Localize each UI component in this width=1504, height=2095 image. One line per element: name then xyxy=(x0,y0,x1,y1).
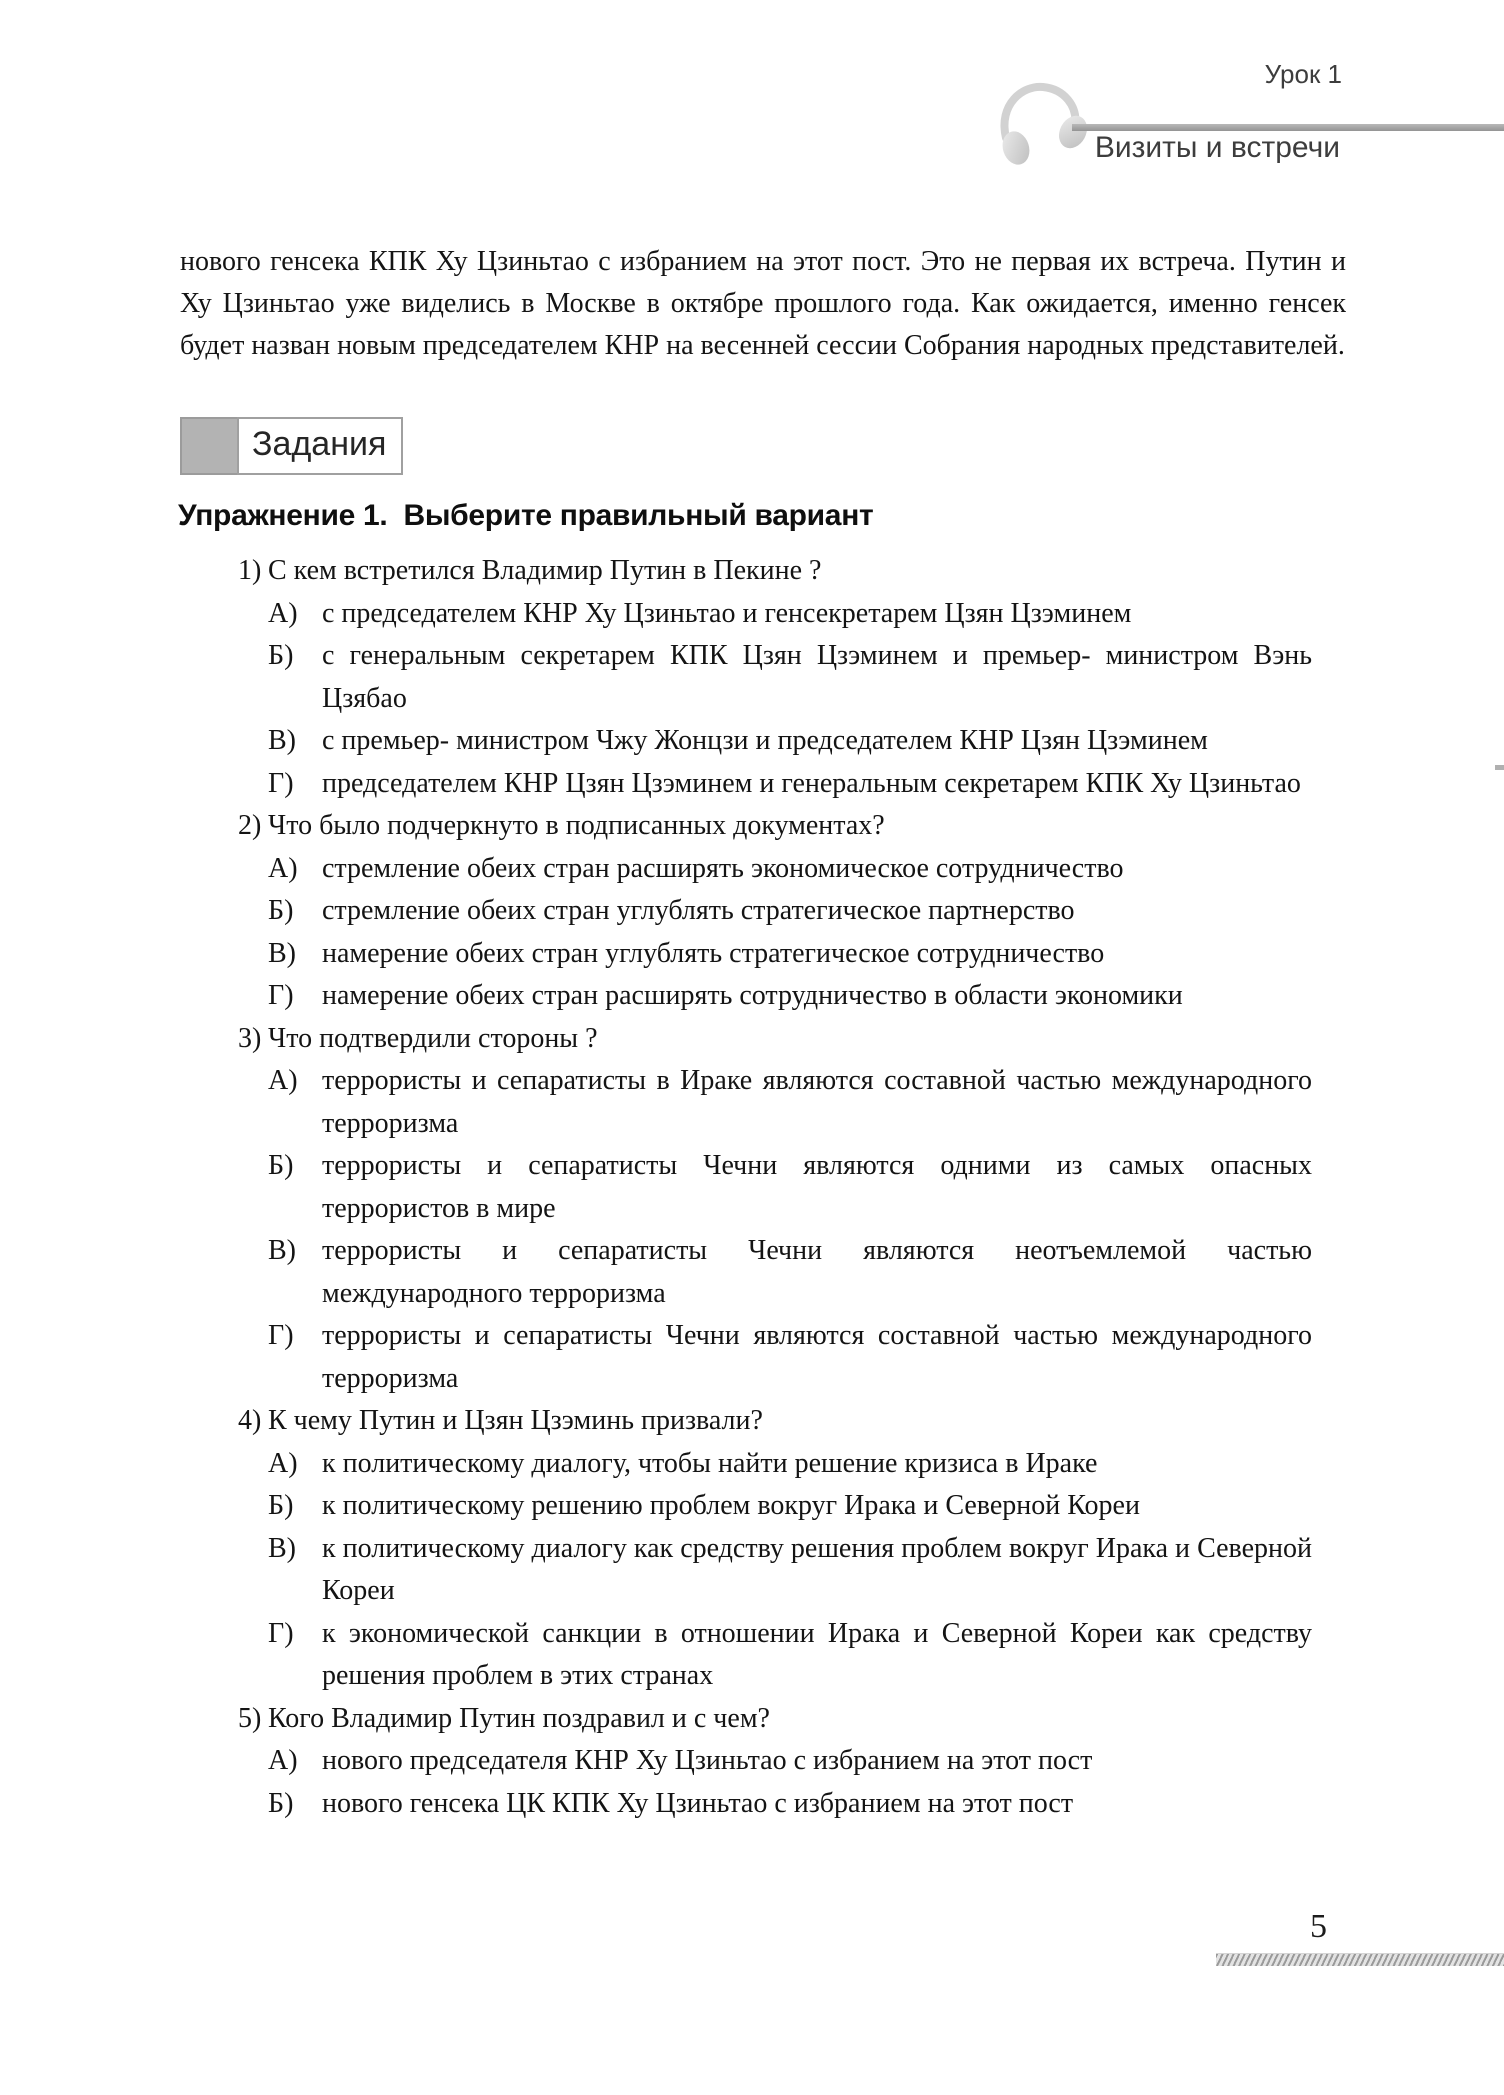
option-text: террористы и сепаратисты Чечни являются неотъемлемой частью международного терроризма xyxy=(322,1235,1312,1309)
option-text: террористы и сепаратисты в Ираке являются составной частью международного терроризма xyxy=(322,1065,1312,1139)
question-text: Что было подчеркнуто в подписанных документах? xyxy=(268,810,885,841)
option-letter: Б) xyxy=(268,1490,294,1521)
exercise-title: Упражнение 1. Выберите правильный вариант xyxy=(178,499,874,532)
option-letter: Б) xyxy=(268,1150,294,1181)
answer-option xyxy=(268,933,1312,976)
answer-option xyxy=(268,1230,1312,1315)
option-letter: В) xyxy=(268,1235,296,1266)
option-letter: Б) xyxy=(268,895,294,926)
answer-option xyxy=(268,1613,1312,1698)
answer-option xyxy=(268,1783,1312,1826)
option-text: к политическому диалогу как средству решения проблем вокруг Ирака и Северной Кореи xyxy=(322,1532,1312,1606)
question-block xyxy=(238,1018,1312,1401)
options-list xyxy=(238,593,1312,806)
answer-option xyxy=(268,635,1312,720)
question-number: 2) xyxy=(238,810,262,841)
section-label: Задания xyxy=(237,417,403,475)
answer-option xyxy=(268,1528,1312,1613)
footer-rule xyxy=(1216,1953,1504,1966)
intro-paragraph: нового генсека КПК Ху Цзиньтао с избранием на этот пост. Это не первая их встреча. Путин и Ху Цзиньтао уже виделись в Москве в октябре прошлого года. Как ожидается, именно генсек будет назван новым председателем КНР на весенней сессии Собрания народных представителей. xyxy=(180,246,1346,361)
option-text: стремление обеих стран углублять стратегическое партнерство xyxy=(322,895,1075,926)
question-block xyxy=(238,1698,1312,1826)
question-number: 1) xyxy=(238,555,262,586)
option-letter: Г) xyxy=(268,1320,294,1351)
option-text: к политическому диалогу, чтобы найти решение кризиса в Ираке xyxy=(322,1447,1098,1479)
answer-option xyxy=(268,1443,1312,1486)
option-text: с председателем КНР Ху Цзиньтао и генсекретарем Цзян Цзэминем xyxy=(322,597,1132,629)
option-letter: Г) xyxy=(268,767,294,799)
question-text: Что подтвердили стороны ? xyxy=(268,1022,598,1054)
question-block xyxy=(238,1400,1312,1698)
option-text: нового председателя КНР Ху Цзиньтао с избранием на этот пост xyxy=(322,1745,1093,1776)
option-text: намерение обеих стран расширять сотрудничество в области экономики xyxy=(322,980,1183,1011)
question-text: К чему Путин и Цзян Цзэминь призвали? xyxy=(268,1405,763,1436)
option-letter: А) xyxy=(268,1065,298,1096)
option-letter: А) xyxy=(268,852,298,884)
answer-option xyxy=(268,1145,1312,1230)
question-text: Кого Владимир Путин поздравил и с чем? xyxy=(268,1702,770,1734)
page-number: 5 xyxy=(1310,1908,1327,1945)
option-text: террористы и сепаратисты Чечни являются составной частью международного терроризма xyxy=(322,1320,1312,1394)
options-list xyxy=(238,1740,1312,1825)
option-text: нового генсека ЦК КПК Ху Цзиньтао с избранием на этот пост xyxy=(322,1787,1074,1819)
answer-option xyxy=(268,890,1312,933)
question-text: С кем встретился Владимир Путин в Пекине ? xyxy=(268,555,822,586)
question-number: 4) xyxy=(238,1405,262,1436)
option-text: с премьер- министром Чжу Жонцзи и председателем КНР Цзян Цзэминем xyxy=(322,725,1208,756)
answer-option xyxy=(268,1315,1312,1400)
options-list xyxy=(238,1443,1312,1698)
questions-list xyxy=(238,550,1312,1825)
lesson-label: Урок 1 xyxy=(1264,59,1342,89)
option-letter: А) xyxy=(268,1447,298,1479)
option-letter: В) xyxy=(268,725,296,756)
edge-mark xyxy=(1495,765,1504,770)
answer-option xyxy=(268,1060,1312,1145)
page-title: Визиты и встречи xyxy=(1094,131,1340,164)
option-text: председателем КНР Цзян Цзэминем и генеральным секретарем КПК Ху Цзиньтао xyxy=(322,767,1301,799)
section-tab-square xyxy=(180,417,237,475)
question-number: 3) xyxy=(238,1022,262,1054)
option-letter: А) xyxy=(268,1745,298,1776)
answer-option xyxy=(268,848,1312,891)
answer-option xyxy=(268,593,1312,636)
answer-option xyxy=(268,975,1312,1018)
answer-option xyxy=(268,1485,1312,1528)
option-letter: Б) xyxy=(268,1787,294,1819)
question-block xyxy=(238,805,1312,1018)
answer-option xyxy=(268,720,1312,763)
option-text: к политическому решению проблем вокруг Ирака и Северной Кореи xyxy=(322,1490,1140,1521)
option-text: к экономической санкции в отношении Ирака и Северной Кореи как средству решения проблем в этих странах xyxy=(322,1617,1312,1691)
option-letter: В) xyxy=(268,937,296,969)
option-text: намерение обеих стран углублять стратегическое сотрудничество xyxy=(322,937,1105,969)
option-letter: Г) xyxy=(268,980,294,1011)
answer-option xyxy=(268,763,1312,806)
option-text: с генеральным секретарем КПК Цзян Цзэминем и премьер- министром Вэнь Цзябао xyxy=(322,640,1312,714)
option-text: стремление обеих стран расширять экономическое сотрудничество xyxy=(322,852,1124,884)
section-tab xyxy=(180,417,403,475)
question-number: 5) xyxy=(238,1702,262,1734)
option-letter: Г) xyxy=(268,1617,294,1649)
question-block xyxy=(238,550,1312,805)
option-letter: А) xyxy=(268,597,298,629)
header-rule xyxy=(1072,124,1504,131)
option-letter: В) xyxy=(268,1532,296,1564)
answer-option xyxy=(268,1740,1312,1783)
options-list xyxy=(238,1060,1312,1400)
option-text: террористы и сепаратисты Чечни являются одними из самых опасных террористов в мире xyxy=(322,1150,1312,1224)
option-letter: Б) xyxy=(268,640,294,671)
options-list xyxy=(238,848,1312,1018)
